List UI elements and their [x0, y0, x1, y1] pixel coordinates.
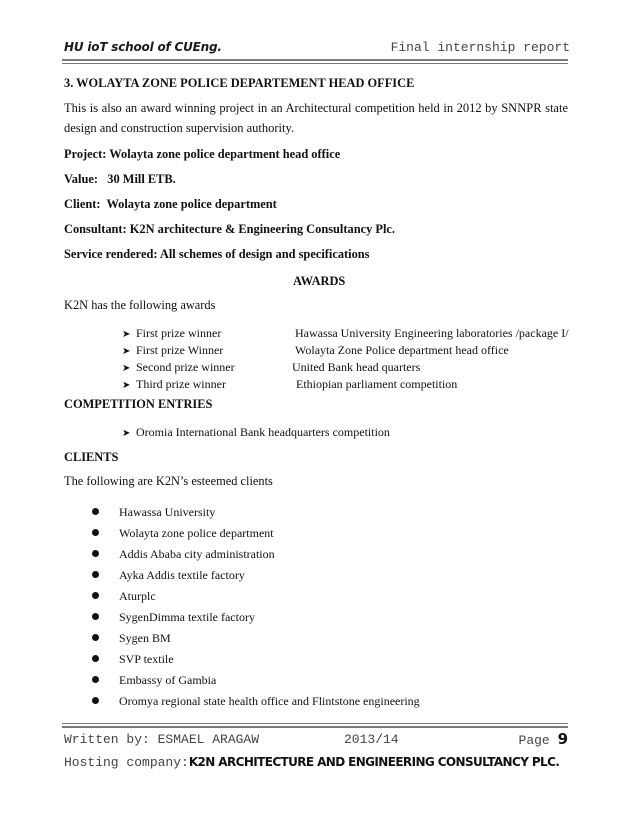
clients-heading: CLIENTS [64, 450, 119, 464]
bullet-dot-icon [92, 529, 99, 536]
competition-item: ➤ Oromia International Bank headquarters competition [122, 425, 390, 439]
award-item: ➤ Third prize winner Ethiopian parliament competition [122, 377, 458, 391]
client-item: SVP textile [92, 652, 174, 667]
awards-intro: K2N has the following awards [64, 298, 216, 312]
header-school: HU ioT school of CUEng. [64, 40, 222, 54]
bullet-dot-icon [92, 676, 99, 683]
client-item: Aturplc [92, 589, 156, 604]
arrow-bullet-icon: ➤ [122, 363, 131, 374]
bullet-dot-icon [92, 697, 99, 704]
client-item: Wolayta zone police department [92, 526, 274, 541]
service-line: Service rendered: All schemes of design and specifications [64, 247, 370, 261]
value-line: Value: 30 Mill ETB. [64, 172, 176, 186]
footer-rule-thin [62, 723, 568, 724]
bullet-dot-icon [92, 592, 99, 599]
bullet-dot-icon [92, 571, 99, 578]
hosting-company: K2N ARCHITECTURE AND ENGINEERING CONSULTANCY PLC. [188, 755, 560, 769]
footer-year: 2013/14 [344, 732, 399, 747]
header-rule [62, 59, 568, 61]
client-line: Client: Wolayta zone police department [64, 197, 277, 211]
footer-rule [62, 726, 568, 728]
footer-line-hosting [64, 755, 568, 770]
project-line: Project: Wolayta zone police department head office [64, 147, 341, 161]
client-item: Addis Ababa city administration [92, 547, 275, 562]
footer-author: Written by: ESMAEL ARAGAW [64, 732, 260, 747]
awards-heading: AWARDS [293, 274, 346, 288]
client-item: Ayka Addis textile factory [92, 568, 245, 583]
bullet-dot-icon [92, 634, 99, 641]
clients-intro: The following are K2N’s esteemed clients [64, 474, 273, 488]
client-item: Sygen BM [92, 631, 171, 646]
page-number: 9 [557, 730, 568, 748]
bullet-dot-icon [92, 613, 99, 620]
intro-paragraph: This is also an award winning project in an Architectural competition held in 2012 by SNNPR state design and construction supervision authority. [64, 101, 568, 135]
client-item: Hawassa University [92, 505, 215, 520]
arrow-bullet-icon: ➤ [122, 329, 131, 340]
bullet-dot-icon [92, 655, 99, 662]
award-item: ➤ Second prize winner United Bank head quarters [122, 360, 421, 374]
client-item: SygenDimma textile factory [92, 610, 255, 625]
bullet-dot-icon [92, 508, 99, 515]
client-item: Embassy of Gambia [92, 673, 216, 688]
client-item: Oromya regional state health office and Flintstone engineering [92, 694, 420, 709]
header-report-title: Final internship report [390, 40, 570, 55]
page-label: Page [518, 733, 550, 748]
arrow-bullet-icon: ➤ [122, 380, 131, 391]
arrow-bullet-icon: ➤ [122, 346, 131, 357]
hosting-label: Hosting company: [64, 755, 189, 770]
competition-heading: COMPETITION ENTRIES [64, 397, 213, 411]
bullet-dot-icon [92, 550, 99, 557]
arrow-bullet-icon: ➤ [122, 428, 131, 439]
header-rule-thin [62, 63, 568, 64]
award-item: ➤ First prize Winner Wolayta Zone Police department head office [122, 343, 509, 357]
section-title: 3. WOLAYTA ZONE POLICE DEPARTEMENT HEAD OFFICE [64, 76, 415, 90]
footer-page [519, 730, 568, 748]
award-item: ➤ First prize winner Hawassa University Engineering laboratories /package I/ [122, 326, 569, 340]
consultant-line: Consultant: K2N architecture & Engineering Consultancy Plc. [64, 222, 395, 236]
